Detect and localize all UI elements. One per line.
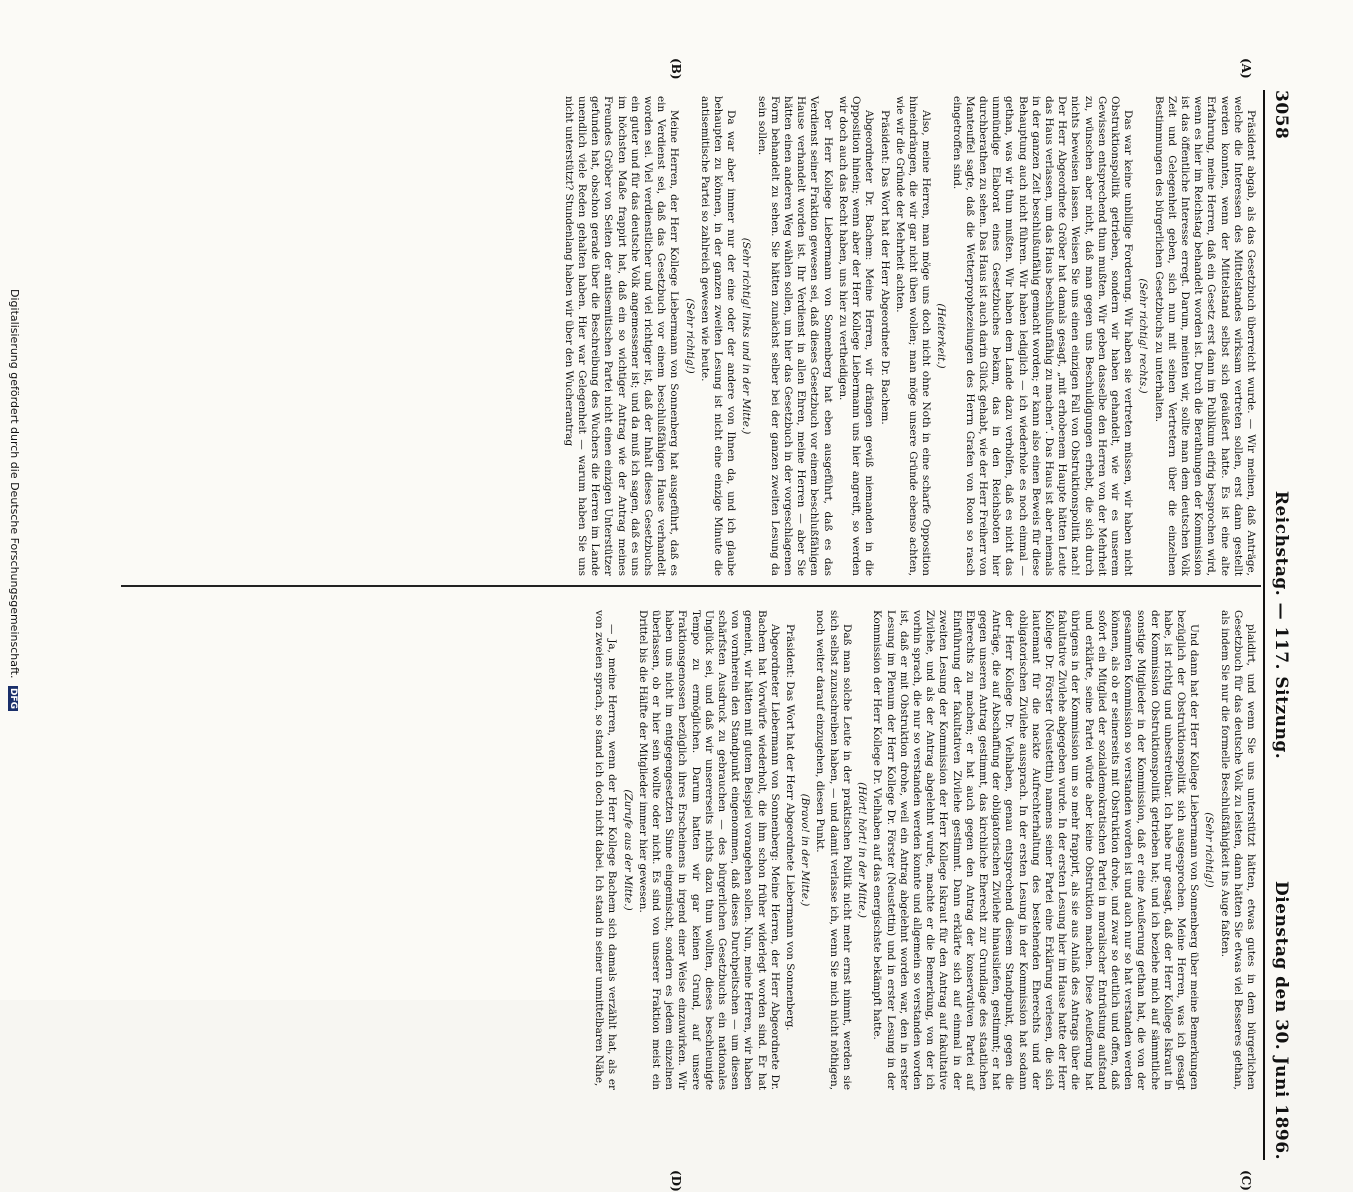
column-divider (121, 585, 1261, 587)
paragraph: Also, meine Herren, man möge uns doch nicht ohne Noth in eine scharfe Opposition hineindrängen, die wir gar nicht üben wollen; man möge unsere Gründe ebenso achten, wie wir die Gründe der Mehrheit achten. (893, 96, 933, 576)
stage-direction: (Sehr richtig!) (683, 298, 696, 374)
paragraph: Präsident abgab, als das Gesetzbuch überreicht wurde. — Wir meinen, daß Anträge, welche die Interessen des Mittelstandes wirksam vertreten sollen, erst dann gestellt werden konnten, wenn der Mittelstand selbst sich geäußert hatte. Es ist eine alte Erfahrung, meine Herren, daß ein Gesetz erst dann im Publikum eifrig besprochen wird, wenn es hier im Reichstag behandelt worden ist. Durch die Berathungen der Kommission ist das öffentliche Interesse erregt. Darum, meinten wir, sollte man dem deutschen Volk Zeit und Gelegenheit geben, sich nun mit seinen Vertretern über die einzelnen Bestimmungen des bürgerlichen Gesetzbuchs zu unterhalten. (1152, 96, 1257, 576)
paragraph: Abgeordneter Liebermann von Sonnenberg: Meine Herren, der Herr Abgeordnete Dr. Bachem hat Vorwürfe wiederholt, die ihm schon früher widerlegt worden sind. Er hat gemeint, wir hätten mit gutem Beispiel vorangehen sollen. Nun, meine Herren, wir haben von vornherein den Standpunkt eingenommen, daß dieses Durchpeitschen — um diesen schärfsten Ausdruck zu gebrauchen — des bürgerlichen Gesetzbuchs ein nationales Unglück sei, und daß wir unsererseits nichts dazu thun wollten, dieses beschleunigte Tempo zu ermöglichen. Darum hatten wir gar keinen Grund, auf unsere Fraktionsgenossen bezüglich ihres Erscheinens in irgend einer Weise einzuwirken. Wir haben uns nicht im entgegengesetzten Sinne eingemischt, sondern es jedem einzelnen überlassen, ob er hier sein wollte oder nicht. Es sind von unserer Fraktion meist ein Drittel bis die Hälfte der Mitglieder immer hier gewesen. (636, 610, 781, 1090)
footer (5, 0, 21, 1000)
paragraph: — Ja, meine Herren, wenn der Herr Kollege Bachem sich damals verzählt hat, als er von zweien sprach, so stand ich doch nicht dabei. Ich stand in seiner unmittelbaren Nähe, (593, 610, 619, 1090)
session-title: Reichstag. — 117. Sitzung. (1271, 490, 1291, 760)
paragraph: Und dann hat der Herr Kollege Liebermann von Sonnenberg über meine Bemerkungen bezüglich der Obstruktionspolitik sich ausgesprochen. Meine Herren, was ich gesagt habe, ist richtig und unbestreitbar. Ich habe nur gesagt, daß der Herr Kollege Iskraut in der Kommission Obstruktionspolitik getrieben hat; und ich beziehe mich auf sämmtliche sonstige Mitglieder in der Kommission, daß er eine Aeußerung gethan hat, die von der gesammten Kommission so verstanden worden ist und auch nur so hat verstanden werden können, als ob er seinerseits mit Obstruktion drohe, und zwar so deutlich und offen, daß sofort ein Mitglied der sozialdemokratischen Partei in moralischer Entrüstung aufstand und erklärte, seine Partei würde aber keine Obstruktion machen. Diese Aeußerung hat übrigens in der Kommission um so mehr frappirt, als sie aus Anlaß des Antrags über die fakultative Zivilehe abgegeben wurde. In der ersten Lesung hier im Hause hatte der Herr Kollege Dr. Förster (Neustettin) namens seiner Partei eine Erklärung verlesen, die sich lautemant für die nackte Aufrechterhaltung des bestehenden Eherechts und der obligatorischen Zivilehe aussprach. In der ersten Lesung in der Kommission hat sodann der Herr Kollege Dr. Vielhaben, genau entsprechend diesem Standpunkt, gegen die Anträge, die auf Abschaffung der obligatorischen Zivilehe hinausliefen, gestimmt; er hat gegen unseren Antrag gestimmt, das kirchliche Eherecht zur Grundlage des staatlichen Eherechts zu machen; er hat auch gegen den Antrag der konservativen Partei auf Einführung der fakultativen Zivilehe gestimmt. Dann erklärte sich auf einmal in der zweiten Lesung der Kommission der Herr Kollege Iskraut für den Antrag auf fakultative Zivilehe, und als der Antrag abgelehnt wurde, machte er die Bemerkung, von der ich vorhin sprach, die nur so verstanden werden konnte und allgemein so verstanden worden ist, daß er mit Obstruktion drohe, weil ein Antrag abgelehnt worden war, den in erster Lesung im Plenum der Herr Kollege Dr. Förster (Neustettin) und in erster Lesung in der Kommission der Herr Kollege Dr. Vielhaben auf das energischste bekämpft hatte. (871, 610, 1201, 1090)
right-column (590, 610, 1257, 1090)
paragraph: Da war aber immer nur der eine oder der andere von Ihnen da, und ich glaube behaupten zu können, in der ganzen zweiten Lesung ist nicht eine einzige Minute die antisemitische Partei so zahlreich gewesen wie heute. (698, 96, 738, 576)
paragraph: Abgeordneter Dr. Bachem: Meine Herren, wir drängen gewiß niemanden in die Opposition hinein; wenn aber der Herr Kollege Liebermann uns hier angreift, so werden wir doch auch das Recht haben, uns hier zu vertheidigen. (836, 96, 876, 576)
paragraph: Daß man solche Leute in der praktischen Politik nicht mehr ernst nimmt, werden sie sich selbst zuzuschreiben haben, — und damit verlasse ich, wenn Sie mich nicht nöthigen, noch weiter darauf einzugehen, diesen Punkt. (814, 610, 853, 1090)
stage-direction: (Sehr richtig! rechts.) (1137, 278, 1150, 394)
stage-direction: (Zurufe aus der Mitte.) (621, 789, 634, 911)
stage-direction: (Sehr richtig! links und in der Mitte.) (740, 237, 753, 435)
paragraph: plaidirt, und wenn Sie uns unterstützt hätten, etwas gutes in dem bürgerlichen Gesetzbuch für das deutsche Volk zu leisten, dann hätten Sie etwas viel Besseres gethan, als indem Sie nur die formelle Beschlußfähigkeit ins Auge faßten. (1218, 610, 1257, 1090)
margin-mark-a: (A) (1239, 58, 1253, 79)
margin-mark-c: (C) (1239, 1170, 1253, 1191)
dfg-logo: DFG (8, 687, 18, 709)
stage-direction: (Sehr richtig!) (1203, 812, 1216, 888)
paragraph: Präsident: Das Wort hat der Herr Abgeordnete Liebermann von Sonnenberg. (784, 624, 797, 1031)
paragraph: Das war keine unbillige Forderung. Wir haben sie vertreten müssen, wir haben nicht Obstruktionspolitik getrieben, sondern wir haben gehandelt, wie wir es unserem Gewissen entsprechend thun mußten. Wir geben dasselbe den Herren von der Mehrheit zu, wünschen aber nicht, daß man gegen uns Beschuldigungen erhebt, die sich durch nichts beweisen lassen. Weisen Sie uns einen einzigen Fall von Obstruktionspolitik nach! Der Herr Abgeordnete Gröber hat damals gesagt, „mit erhobenem Haupte hätten Leute das Haus verlassen, um das Haus beschlußunfähig zu machen“. Das Haus ist aber niemals in der ganzen Zeit beschlußunfähig gemacht worden; er kann also einen Beweis für diese Behauptung auch nicht führen. Wir haben lediglich — ich wiederhole es noch einmal — gethan, was wir thun mußten. Wir haben dem Lande dazu verholfen, daß es nicht das unmündige Elaborat eines Gesetzbuches bekam, das in den Reichsboten hier durchberathen zu sehen. Das Haus ist auch darin Glück gehabt, wie der Herr Freiherr von Manteuffel sagte, daß die Wetterprophezeiungen des Herrn Grafen von Roon so rasch eingetroffen sind. (950, 96, 1135, 576)
stage-direction: (Heiterkeit.) (935, 303, 948, 369)
stage-direction: (Hört! hört! in der Mitte.) (856, 782, 869, 918)
session-date: Dienstag den 30. Juni 1896. (1271, 881, 1291, 1160)
margin-mark-d: (D) (669, 1170, 683, 1192)
paragraph: Meine Herren, der Herr Kollege Liebermann von Sonnenberg hat ausgeführt, daß es ein Verdienst sei, daß das Gesetzbuch vor einem beschlußfähigen Hause verhandelt worden sei. Viel verdienstlicher und viel richtiger ist, daß der Inhalt dieses Gesetzbuchs ein guter und für das deutsche Volk angemessener ist; und da muß ich sagen, daß es uns im höchsten Maße frappirt hat, daß ein so wichtiger Antrag wie der Antrag meines Freundes Gröber von Seiten der antisemitischen Partei nicht einen einzigen Unterstützer gefunden hat, obschon gerade über die Beschreibung des Wuchers die Herren im Lande unendlich viele Reden gehalten haben. Hier war Gelegenheit — warum haben Sie uns nicht unterstützt? Stundenlang haben wir über den Wucherantrag (562, 96, 681, 576)
stage-direction: (Bravo! in der Mitte.) (799, 793, 812, 907)
paragraph: Präsident: Das Wort hat der Herr Abgeordnete Dr. Bachem. (878, 110, 891, 425)
margin-mark-b: (B) (669, 58, 683, 80)
page-number: 3058 (1271, 90, 1291, 140)
left-column (560, 96, 1257, 576)
paragraph: Der Herr Kollege Liebermann von Sonnenberg hat eben ausgeführt, daß es das Verdienst seiner Fraktion gewesen sei, daß dieses Gesetzbuch vor einem beschlußfähigen Hause verhandelt worden ist. Ihr Verdienst in allen Ehren, meine Herren — aber Sie hätten einen anderen Weg wählen sollen, um hier das Gesetzbuch in der vorgeschlagenen Form behandelt zu sehen. Sie hätten zunächst selber bei der ganzen zweiten Lesung da sein sollen. (755, 96, 834, 576)
footer-text: Digitalisierung gefördert durch die Deutsche Forschungsgemeinschaft. (8, 289, 21, 679)
